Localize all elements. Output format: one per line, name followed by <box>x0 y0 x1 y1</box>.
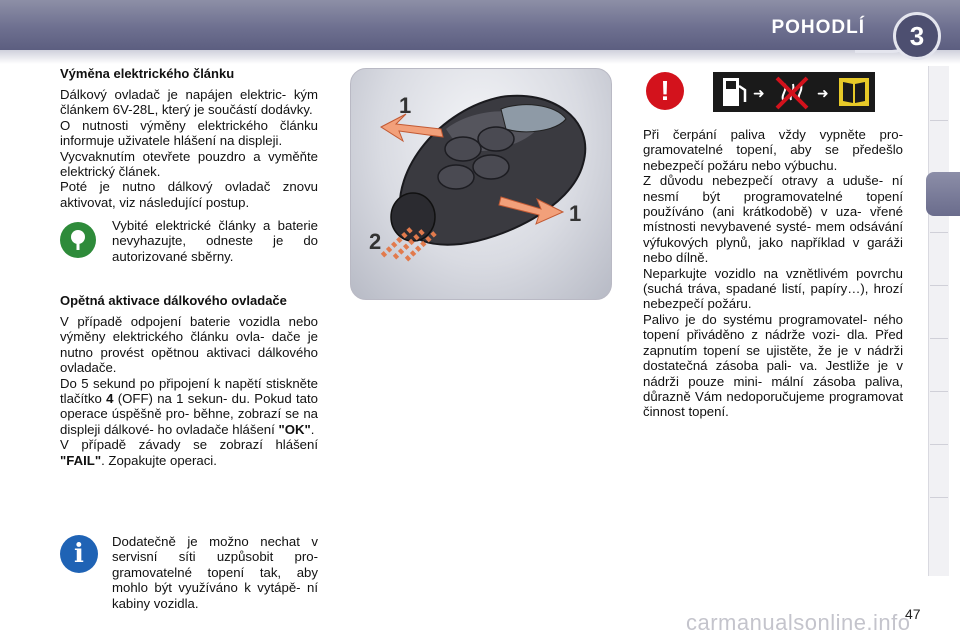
watermark: carmanualsonline.info <box>686 610 911 635</box>
left-column <box>60 66 318 210</box>
info-icon: i <box>60 535 98 573</box>
chapter-title: POHODLÍ <box>771 17 865 38</box>
section-heading-reactivation: Opětná aktivace dálkového ovladače <box>60 293 287 308</box>
button-number: 4 <box>106 391 114 407</box>
tab-divider <box>930 497 948 498</box>
chapter-tab-active[interactable] <box>926 172 960 216</box>
info-note: Dodatečně je možno nechat v servisní síti uzpůsobit pro- gramovatelné topení tak, aby mohlo být využíváno k vytápě- ní kabiny vozidla. <box>112 534 318 611</box>
tab-divider <box>930 232 948 233</box>
warning-exclamation-icon: ! <box>646 72 684 110</box>
section-heading-battery-replacement: Výměna elektrického článku <box>60 66 235 81</box>
paragraph: Dálkový ovladač je napájen elektric- kým článkem 6V-28L, který je součástí dodávky. <box>60 87 318 118</box>
paragraph: Palivo je do systému programovatel- ného topení přiváděno z nádrže vozi- dla. Před zapnutím topení se ujistěte, že je v nádrži dostatečná zásoba pali- va. Jestliže je v nádrži pouze mini- mální zásoba paliva, důrazně Vám nedoporučujeme programovat činnost topení. <box>643 311 903 420</box>
paragraph: V případě odpojení baterie vozidla nebo výměny elektrického článku ovla- dače je nutno provést opětnou aktivaci dálkového ovladače. <box>60 314 318 376</box>
text-run: V případě závady se zobrazí hlášení <box>60 437 318 453</box>
paragraph <box>60 437 318 468</box>
svg-text:➜: ➜ <box>753 86 765 102</box>
paragraph: Poté je nutno dálkový ovladač znovu aktivovat, viz následující postup. <box>60 179 318 210</box>
right-column <box>643 127 903 420</box>
text-run: . <box>310 421 315 437</box>
remote-control-photo <box>350 68 612 300</box>
manual-book-icon <box>839 78 869 106</box>
heater-crossed-icon <box>777 78 807 108</box>
photo-label-2: 2 <box>369 229 382 254</box>
paragraph: Vycvaknutím otevřete pouzdro a vyměňte elektrický článek. <box>60 148 318 180</box>
chapter-tab-strip <box>928 66 949 576</box>
text-run: Do 5 sekund po připojení k napětí stiskněte tlačítko <box>60 375 318 407</box>
fuel-pump-icon <box>723 78 745 106</box>
photo-label-1-bottom: 1 <box>569 201 582 226</box>
tab-divider <box>930 285 948 286</box>
paragraph <box>60 376 318 438</box>
tab-divider <box>930 338 948 339</box>
tab-divider <box>930 444 948 445</box>
svg-text:➜: ➜ <box>817 86 829 102</box>
text-run: . Zopakujte operaci. <box>101 452 217 468</box>
paragraph: Při čerpání paliva vždy vypněte pro- gramovatelné topení, aby se předešlo nebezpečí požáru nebo výbuchu. <box>643 127 903 173</box>
text-run: (OFF) na 1 sekun- du. Pokud tato operace úspěšně pro- běhne, zobrazí se na displeji dálkové- ho ovladače hlášení <box>60 391 318 437</box>
tab-divider <box>930 120 948 121</box>
paragraph: Z důvodu nebezpečí otravy a uduše- ní nesmí být programovatelné topení používáno (ani krátkodobě) v uza- vřené místnosti nevybavené systé- mem odsávání výfukových plynů, jako například v garáži nebo dílně. <box>643 173 903 266</box>
photo-label-1-top: 1 <box>399 93 412 118</box>
chapter-number-badge: 3 <box>893 12 941 60</box>
page-number: 47 <box>905 606 921 622</box>
eco-note: Vybité elektrické články a baterie nevyhazujte, odneste je do autorizované sběrny. <box>112 218 318 264</box>
paragraph: O nutnosti výměny elektrického článku informuje uživatele hlášení na displeji. <box>60 117 318 149</box>
reactivation-section <box>60 293 318 468</box>
tab-divider <box>930 391 948 392</box>
paragraph: Neparkujte vozidlo na vznětlivém povrchu (suchá tráva, spadané listí, papíry…), hrozí nebezpečí požáru. <box>643 265 903 312</box>
safety-pictogram-bar <box>713 72 875 112</box>
message-ok: "OK" <box>278 421 311 437</box>
message-fail: "FAIL" <box>60 452 102 468</box>
recycling-tree-icon <box>60 222 96 258</box>
header-fade <box>0 50 960 64</box>
